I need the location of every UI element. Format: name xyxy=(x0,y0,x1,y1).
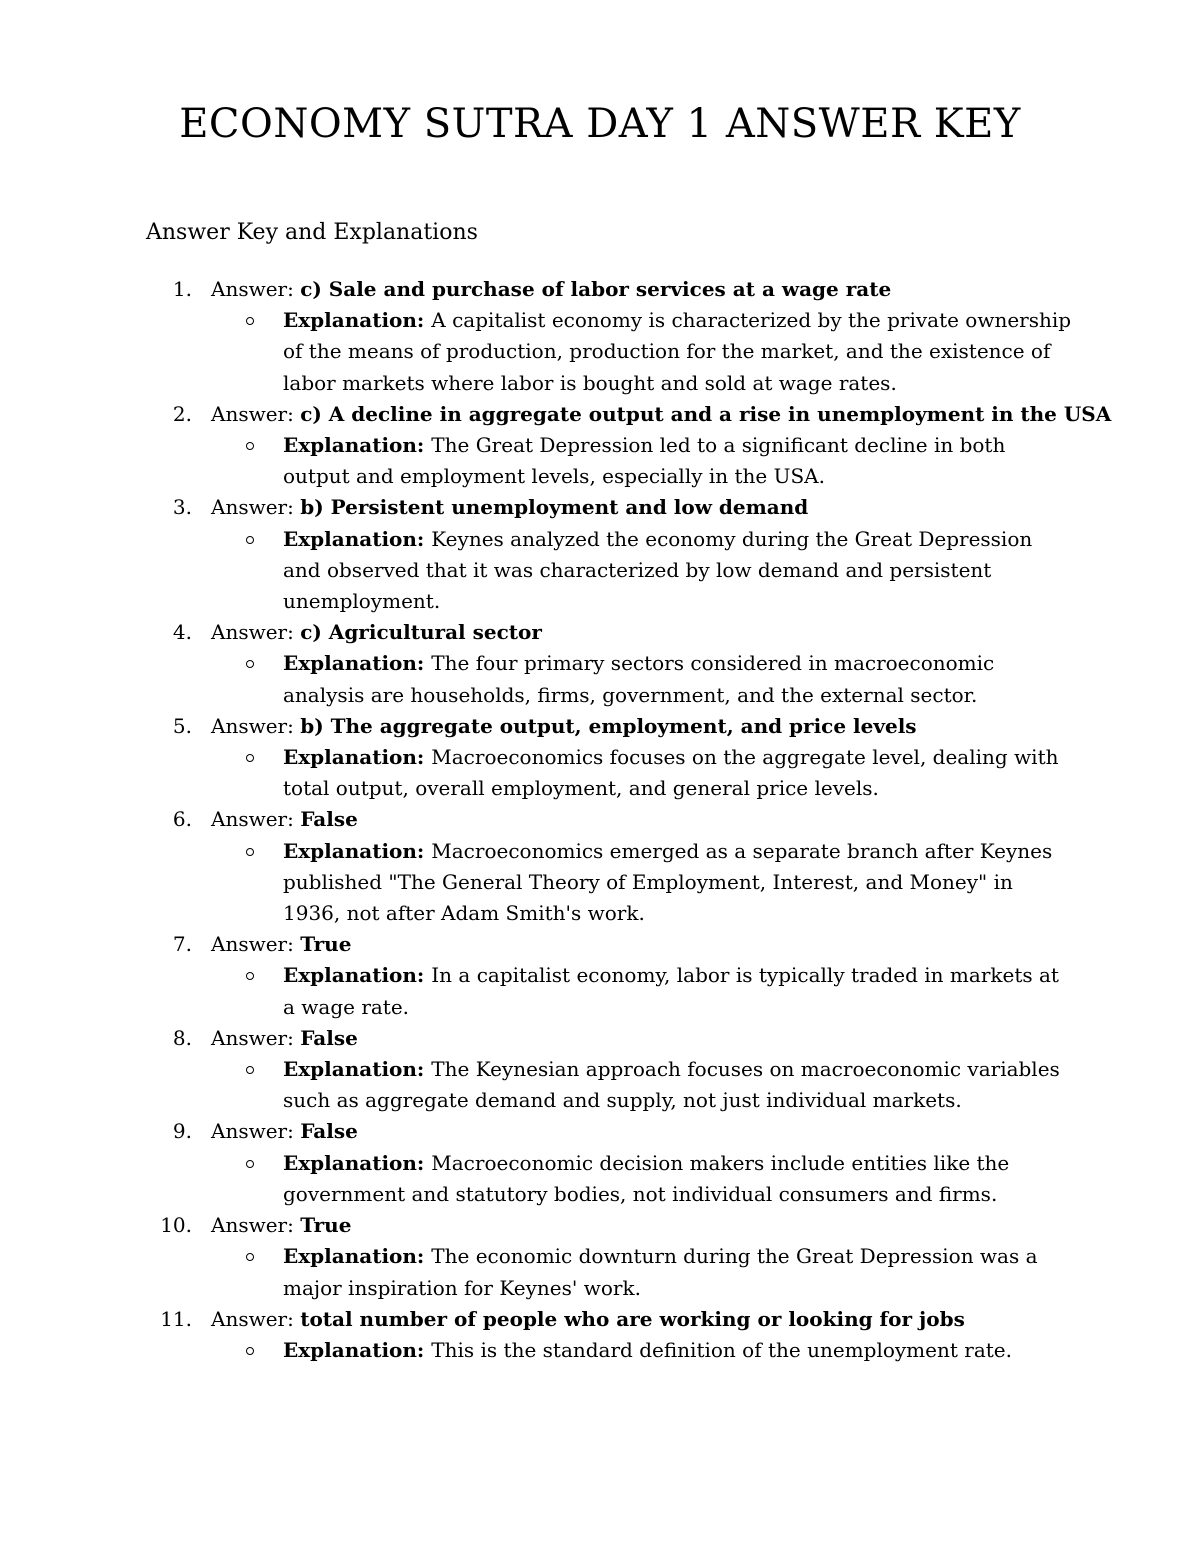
explanation xyxy=(0,305,1073,399)
answer-value: total number of people who are working or looking for jobs xyxy=(300,1306,965,1331)
answer-value: c) A decline in aggregate output and a rise in unemployment in the USA xyxy=(300,401,1112,426)
hollow-circle-bullet-icon xyxy=(246,1253,254,1261)
explanation-label: Explanation: xyxy=(283,838,432,863)
section-heading: Answer Key and Explanations xyxy=(146,220,478,245)
answer-value: b) Persistent unemployment and low demand xyxy=(300,495,809,520)
answer-line xyxy=(0,617,1200,648)
answer-line xyxy=(0,492,1200,523)
answer-label: Answer: xyxy=(211,495,301,520)
explanation xyxy=(0,742,1073,804)
explanation-label: Explanation: xyxy=(283,745,432,770)
answer-label: Answer: xyxy=(211,277,301,301)
list-item xyxy=(0,804,1200,929)
hollow-circle-bullet-icon xyxy=(246,972,254,980)
explanation xyxy=(0,648,1073,710)
item-number: 4. xyxy=(172,620,192,645)
answer-label: Answer: xyxy=(211,1213,301,1238)
explanation-label: Explanation: xyxy=(283,651,432,676)
explanation xyxy=(0,960,1073,1022)
list-item xyxy=(0,929,1200,1023)
list-item xyxy=(0,617,1200,711)
item-number: 1. xyxy=(172,277,192,301)
answer-value: c) Agricultural sector xyxy=(300,620,542,645)
list-item xyxy=(0,399,1200,493)
explanation xyxy=(0,524,1073,618)
answer-line xyxy=(0,1023,1200,1054)
item-number: 2. xyxy=(172,401,192,426)
explanation-text: The Great Depression led to a significant decline in both output and employment levels, especially in the USA. xyxy=(283,433,1006,489)
answer-line xyxy=(0,399,1200,430)
hollow-circle-bullet-icon xyxy=(246,754,254,762)
explanation-label: Explanation: xyxy=(283,1337,432,1362)
answer-line xyxy=(0,1304,1200,1335)
explanation xyxy=(0,1054,1073,1116)
item-number: 11. xyxy=(160,1306,192,1331)
explanation-text: This is the standard definition of the unemployment rate. xyxy=(431,1337,1012,1362)
explanation-text: The economic downturn during the Great Depression was a major inspiration for Keynes' work. xyxy=(283,1244,1038,1300)
answer-label: Answer: xyxy=(211,713,301,738)
answer-line xyxy=(0,804,1200,835)
answer-label: Answer: xyxy=(211,620,301,645)
explanation-text: A capitalist economy is characterized by the private ownership of the means of production, production for the market, and the existence of labor markets where labor is bought and sold at wage rates. xyxy=(283,308,1072,395)
item-number: 6. xyxy=(172,807,192,832)
answer-label: Answer: xyxy=(211,807,301,832)
item-number: 5. xyxy=(172,713,192,738)
answer-value: False xyxy=(300,1025,358,1050)
explanation xyxy=(0,836,1073,930)
list-item xyxy=(0,1023,1200,1117)
explanation-label: Explanation: xyxy=(283,1057,432,1082)
hollow-circle-bullet-icon xyxy=(246,660,254,668)
hollow-circle-bullet-icon xyxy=(246,848,254,856)
item-number: 9. xyxy=(172,1119,192,1144)
explanation-label: Explanation: xyxy=(283,308,432,333)
explanation-text: Macroeconomics focuses on the aggregate level, dealing with total output, overall employment, and general price levels. xyxy=(283,745,1059,801)
hollow-circle-bullet-icon xyxy=(246,442,254,450)
item-number: 3. xyxy=(172,495,192,520)
answer-line xyxy=(0,274,1200,305)
explanation xyxy=(0,1148,1073,1210)
list-item xyxy=(0,711,1200,805)
explanation-text: Macroeconomic decision makers include entities like the government and statutory bodies, not individual consumers and firms. xyxy=(283,1150,1010,1206)
answer-line xyxy=(0,711,1200,742)
explanation-label: Explanation: xyxy=(283,1244,432,1269)
list-item xyxy=(0,274,1200,399)
answer-label: Answer: xyxy=(211,932,301,957)
hollow-circle-bullet-icon xyxy=(246,1160,254,1168)
explanation xyxy=(0,1241,1073,1303)
item-number: 7. xyxy=(172,932,192,957)
hollow-circle-bullet-icon xyxy=(246,1347,254,1355)
answer-line xyxy=(0,929,1200,960)
explanation-text: The four primary sectors considered in macroeconomic analysis are households, firms, government, and the external sector. xyxy=(283,651,995,707)
list-item xyxy=(0,1304,1200,1366)
explanation-text: Macroeconomics emerged as a separate branch after Keynes published "The General Theory of Employment, Interest, and Money" in 1936, not after Adam Smith's work. xyxy=(283,838,1053,926)
answer-label: Answer: xyxy=(211,401,301,426)
explanation-label: Explanation: xyxy=(283,433,432,458)
explanation xyxy=(0,430,1073,492)
answer-value: False xyxy=(300,1119,358,1144)
item-number: 8. xyxy=(172,1025,192,1050)
page-title: ECONOMY SUTRA DAY 1 ANSWER KEY xyxy=(179,101,1021,147)
answer-label: Answer: xyxy=(211,1306,301,1331)
answer-value: True xyxy=(300,932,352,957)
explanation-label: Explanation: xyxy=(283,526,432,551)
explanation-label: Explanation: xyxy=(283,963,432,988)
answer-label: Answer: xyxy=(211,1025,301,1050)
hollow-circle-bullet-icon xyxy=(246,1066,254,1074)
answer-label: Answer: xyxy=(211,1119,301,1144)
list-item xyxy=(0,1210,1200,1304)
answer-list xyxy=(0,274,1200,1366)
explanation-label: Explanation: xyxy=(283,1150,432,1175)
answer-value: True xyxy=(300,1213,352,1238)
hollow-circle-bullet-icon xyxy=(246,536,254,544)
explanation-text: Keynes analyzed the economy during the Great Depression and observed that it was characterized by low demand and persistent unemployment. xyxy=(283,526,1033,614)
explanation xyxy=(0,1335,1073,1366)
item-number: 10. xyxy=(160,1213,192,1238)
answer-line xyxy=(0,1210,1200,1241)
list-item xyxy=(0,492,1200,617)
answer-line xyxy=(0,1116,1200,1147)
answer-value: False xyxy=(300,807,358,832)
explanation-text: In a capitalist economy, labor is typically traded in markets at a wage rate. xyxy=(283,963,1059,1019)
answer-value: b) The aggregate output, employment, and price levels xyxy=(300,713,917,738)
explanation-text: The Keynesian approach focuses on macroeconomic variables such as aggregate demand and supply, not just individual markets. xyxy=(283,1057,1060,1113)
list-item xyxy=(0,1116,1200,1210)
answer-value: c) Sale and purchase of labor services at a wage rate xyxy=(300,277,892,301)
hollow-circle-bullet-icon xyxy=(246,317,254,325)
